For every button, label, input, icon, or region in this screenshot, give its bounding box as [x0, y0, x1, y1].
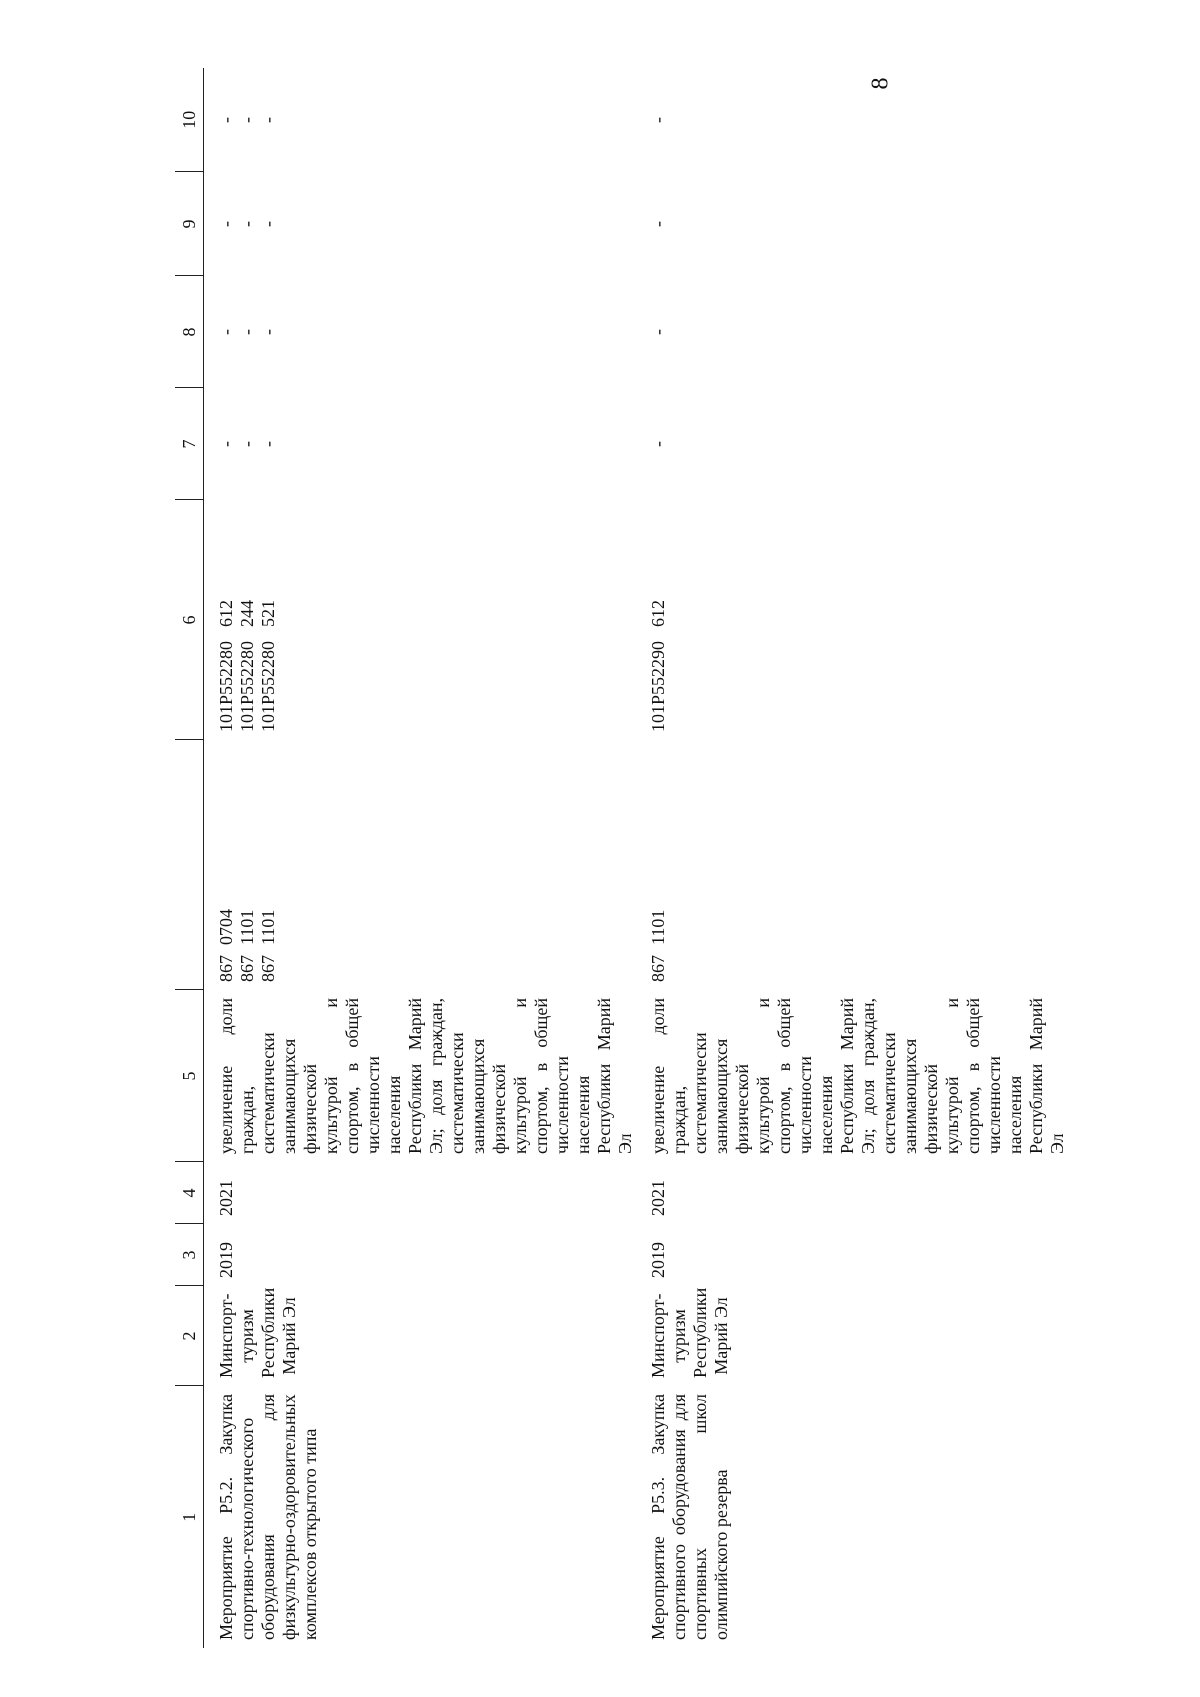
header-col-2: 2 [175, 1286, 204, 1386]
grbs-code: 867 [216, 955, 236, 982]
rotated-table-container [175, 68, 1067, 1648]
rzpr-code: 1101 [648, 909, 668, 945]
col-8-values: - - - [216, 329, 278, 335]
executor: Минспорт-туризм Республики Марий Эл [648, 1287, 731, 1378]
header-col-5: 5 [175, 990, 204, 1162]
activity-name: Мероприятие Р5.2. Закупка спортивно-технологического оборудования для физкультурно-оздоровительных комплексов открытого типа [216, 1394, 320, 1640]
page-number: 8 [867, 77, 894, 90]
grbs-code: 867 [648, 955, 668, 982]
rzpr-code: 1101 [258, 909, 278, 945]
col-10-values: - - - [216, 117, 278, 123]
start-year: 2019 [216, 1242, 236, 1278]
col-7-values: - [648, 441, 668, 447]
activity-name: Мероприятие Р5.3. Закупка спортивного оборудования для спортивных школ олимпийского резерва [648, 1394, 731, 1640]
budget-codes [204, 740, 637, 990]
end-year: 2021 [216, 1180, 236, 1216]
csr-code: 101P552290 [648, 640, 668, 732]
header-row [175, 68, 204, 1648]
header-col-codes [175, 740, 204, 990]
col-7-values: - - - [216, 441, 278, 447]
col-9-values: - [648, 221, 668, 227]
budget-codes [636, 740, 1068, 990]
header-col-7: 7 [175, 388, 204, 500]
header-col-3: 3 [175, 1224, 204, 1286]
executor: Минспорт-туризм Республики Марий Эл [216, 1287, 299, 1378]
table-row [204, 68, 637, 1648]
header-col-6: 6 [175, 500, 204, 740]
col-8-values: - [648, 329, 668, 335]
header-col-9: 9 [175, 172, 204, 276]
grbs-code: 867 [258, 955, 278, 982]
rzpr-code: 0704 [216, 909, 236, 945]
vr-code: 612 [216, 599, 236, 627]
vr-code: 612 [648, 599, 668, 627]
header-col-4: 4 [175, 1162, 204, 1224]
vr-code: 244 [237, 599, 257, 627]
start-year: 2019 [648, 1242, 668, 1278]
header-col-1: 1 [175, 1386, 204, 1648]
program-activities-table [175, 68, 1068, 1648]
grbs-code: 867 [237, 955, 257, 982]
end-year: 2021 [648, 1180, 668, 1216]
table-row [636, 68, 1068, 1648]
csr-code: 101P552280 [216, 640, 236, 732]
csr-vr-codes [204, 500, 637, 740]
rzpr-code: 1101 [237, 909, 257, 945]
csr-code: 101P552280 [237, 640, 257, 732]
header-col-10: 10 [175, 68, 204, 172]
csr-vr-codes [636, 500, 1068, 740]
expected-result: увеличение доли граждан, систематически занимающихся физической культурой и спортом, в общей численности населения Республики Марий Эл; доля граждан, систематически занимающихся физической культурой и спортом, в общей численности населения Республики Марий Эл [648, 998, 1067, 1154]
header-col-8: 8 [175, 276, 204, 388]
col-9-values: - - - [216, 221, 278, 227]
expected-result: увеличение доли граждан, систематически занимающихся физической культурой и спортом, в общей численности населения Республики Марий Эл; доля граждан, систематически занимающихся физической культурой и спортом, в общей численности населения Республики Марий Эл [216, 998, 635, 1154]
vr-code: 521 [258, 599, 278, 627]
col-10-values: - [648, 117, 668, 123]
csr-code: 101P552280 [258, 640, 278, 732]
